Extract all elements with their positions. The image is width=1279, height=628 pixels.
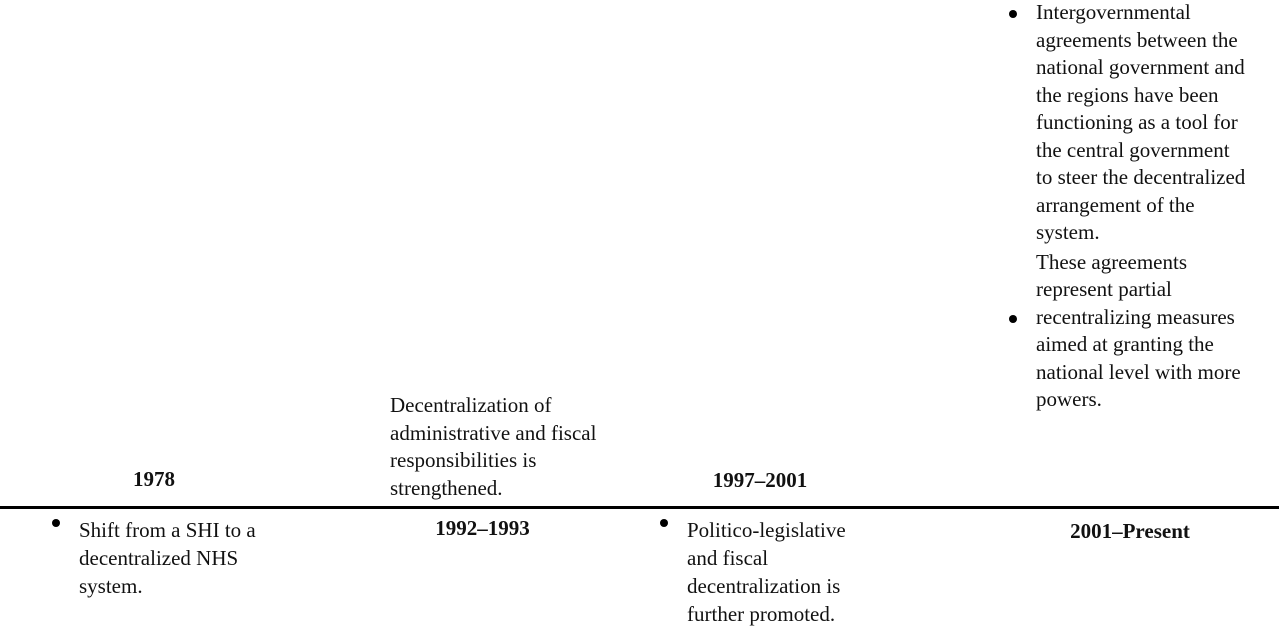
year-label-1978: 1978 — [133, 467, 175, 491]
year-label-2001-present: 2001–Present — [1070, 519, 1190, 543]
year-label-1997-2001: 1997–2001 — [712, 468, 808, 492]
period-1978-bullets — [79, 516, 304, 600]
bullet-item: Shift from a SHI to a decentralized NHS system. — [79, 518, 256, 598]
timeline-axis — [0, 506, 1279, 509]
year-label-1992-1993: 1992–1993 — [435, 516, 530, 540]
period-2001-present-bullets — [1036, 0, 1251, 414]
bullet-icon — [52, 519, 60, 527]
bullet-item: These agreements represent partial recentralizing measures aimed at granting the national level with more powers. — [1036, 249, 1241, 411]
bullet-item: Politico-legislative and fiscal decentralization is further promoted. — [687, 518, 846, 626]
period-1992-1993-text: Decentralization of administrative and fiscal responsibilities is strengthened. — [390, 393, 597, 500]
bullet-icon — [1009, 10, 1017, 18]
period-1997-2001-bullets — [687, 516, 877, 628]
bullet-icon — [660, 519, 668, 527]
bullet-item: Intergovernmental agreements between the national government and the regions have been functioning as a tool for the central government to steer the decentralized arrangement of the system. — [1036, 0, 1246, 244]
bullet-icon — [1009, 315, 1017, 323]
